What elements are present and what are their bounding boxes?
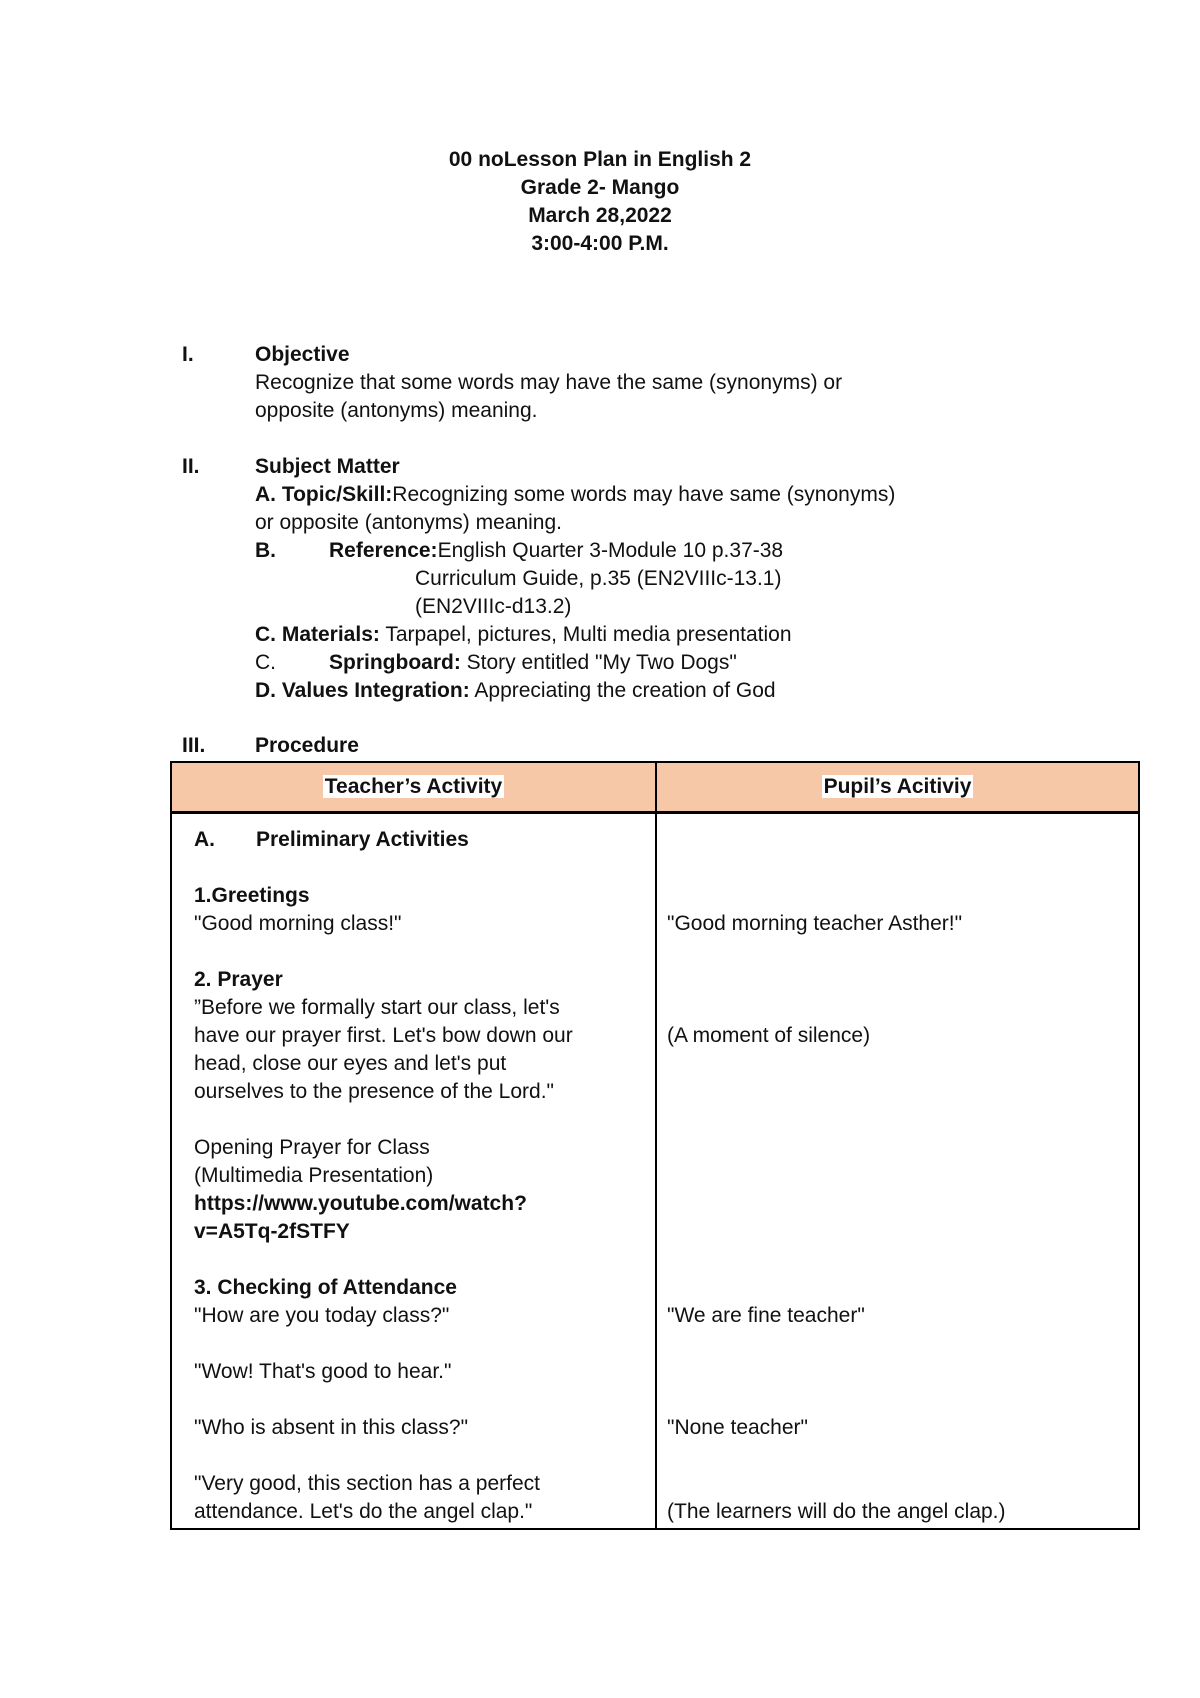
lesson-plan-header bbox=[0, 146, 1200, 258]
reference-text: English Quarter 3-Module 10 p.37-38 bbox=[437, 539, 784, 562]
section-number: III. bbox=[182, 734, 206, 757]
values-label: D. Values Integration: bbox=[255, 679, 470, 702]
topic-label: A. Topic/Skill: bbox=[255, 483, 393, 506]
attendance-question: "Who is absent in this class?" bbox=[194, 1416, 469, 1439]
pupil-activity-header bbox=[656, 762, 1139, 813]
lesson-time: 3:00-4:00 P.M. bbox=[531, 232, 669, 255]
topic-text-cont: or opposite (antonyms) meaning. bbox=[255, 511, 562, 534]
prayer-text-line: have our prayer first. Let's bow down our bbox=[194, 1024, 573, 1047]
prayer-heading: 2. Prayer bbox=[194, 968, 283, 991]
procedure-heading: Procedure bbox=[255, 734, 359, 757]
lesson-date: March 28,2022 bbox=[528, 204, 672, 227]
opening-prayer-line: Opening Prayer for Class bbox=[194, 1136, 430, 1159]
prayer-text-line: ourselves to the presence of the Lord." bbox=[194, 1080, 555, 1103]
pupil-prayer: (A moment of silence) bbox=[667, 1024, 871, 1047]
topic-line bbox=[255, 481, 1035, 509]
table-row bbox=[171, 813, 1139, 1530]
topic-text: Recognizing some words may have same (synonyms) bbox=[392, 483, 896, 506]
lesson-title: 00 noLesson Plan in English 2 bbox=[448, 148, 752, 171]
springboard-line bbox=[255, 649, 1035, 677]
pupil-greeting: "Good morning teacher Asther!" bbox=[667, 912, 963, 935]
reference-text-cont: (EN2VIIIc-d13.2) bbox=[415, 595, 572, 618]
procedure-table bbox=[170, 761, 1140, 1530]
materials-label: C. Materials: bbox=[255, 623, 380, 646]
grade-section: Grade 2- Mango bbox=[520, 176, 680, 199]
materials-line bbox=[255, 621, 1035, 649]
pupil-absent-reply: "None teacher" bbox=[667, 1416, 808, 1439]
table-header-row bbox=[171, 762, 1139, 813]
springboard-text: Story entitled "My Two Dogs" bbox=[460, 651, 737, 674]
attendance-remark-line: "Very good, this section has a perfect bbox=[194, 1472, 540, 1495]
prayer-text-line: head, close our eyes and let's put bbox=[194, 1052, 507, 1075]
attendance-remark: "Wow! That's good to hear." bbox=[194, 1360, 452, 1383]
greetings-text: "Good morning class!" bbox=[194, 912, 402, 935]
springboard-label: Springboard: bbox=[329, 651, 461, 674]
opening-prayer-line: (Multimedia Presentation) bbox=[194, 1164, 434, 1187]
reference-label: Reference: bbox=[329, 539, 438, 562]
greetings-heading: 1.Greetings bbox=[194, 884, 310, 907]
reference-line bbox=[255, 537, 1035, 565]
pupil-attendance-reply: "We are fine teacher" bbox=[667, 1304, 865, 1327]
attendance-remark-line: attendance. Let's do the angel clap." bbox=[194, 1500, 533, 1523]
preliminary-letter: A. bbox=[194, 828, 215, 851]
section-number: II. bbox=[182, 455, 200, 478]
pupil-angel-clap: (The learners will do the angel clap.) bbox=[667, 1500, 1006, 1523]
reference-text-cont: Curriculum Guide, p.35 (EN2VIIIc-13.1) bbox=[415, 567, 782, 590]
springboard-letter: C. bbox=[255, 651, 276, 674]
pupil-activity-header-label: Pupil’s Acitiviy bbox=[823, 775, 972, 798]
teacher-activity-header bbox=[171, 762, 656, 813]
materials-text: Tarpapel, pictures, Multi media presentation bbox=[379, 623, 792, 646]
values-text: Appreciating the creation of God bbox=[469, 679, 776, 702]
prayer-text-line: ”Before we formally start our class, let's bbox=[194, 996, 560, 1019]
reference-letter: B. bbox=[255, 539, 276, 562]
attendance-heading: 3. Checking of Attendance bbox=[194, 1276, 457, 1299]
subject-matter-heading: Subject Matter bbox=[255, 455, 400, 478]
youtube-link-cont[interactable]: v=A5Tq-2fSTFY bbox=[194, 1220, 350, 1243]
teacher-activity-header-label: Teacher’s Activity bbox=[324, 775, 503, 798]
preliminary-heading bbox=[194, 826, 469, 854]
objective-text-line: opposite (antonyms) meaning. bbox=[255, 399, 538, 422]
section-number: I. bbox=[182, 343, 194, 366]
pupil-activity-cell bbox=[656, 813, 1139, 1530]
youtube-link[interactable]: https://www.youtube.com/watch? bbox=[194, 1192, 527, 1215]
objective-heading: Objective bbox=[255, 343, 350, 366]
teacher-activity-cell bbox=[171, 813, 656, 1530]
objective-text-line: Recognize that some words may have the same (synonyms) or bbox=[255, 371, 843, 394]
attendance-question: "How are you today class?" bbox=[194, 1304, 450, 1327]
values-line bbox=[255, 677, 1035, 705]
preliminary-label: Preliminary Activities bbox=[256, 828, 469, 851]
